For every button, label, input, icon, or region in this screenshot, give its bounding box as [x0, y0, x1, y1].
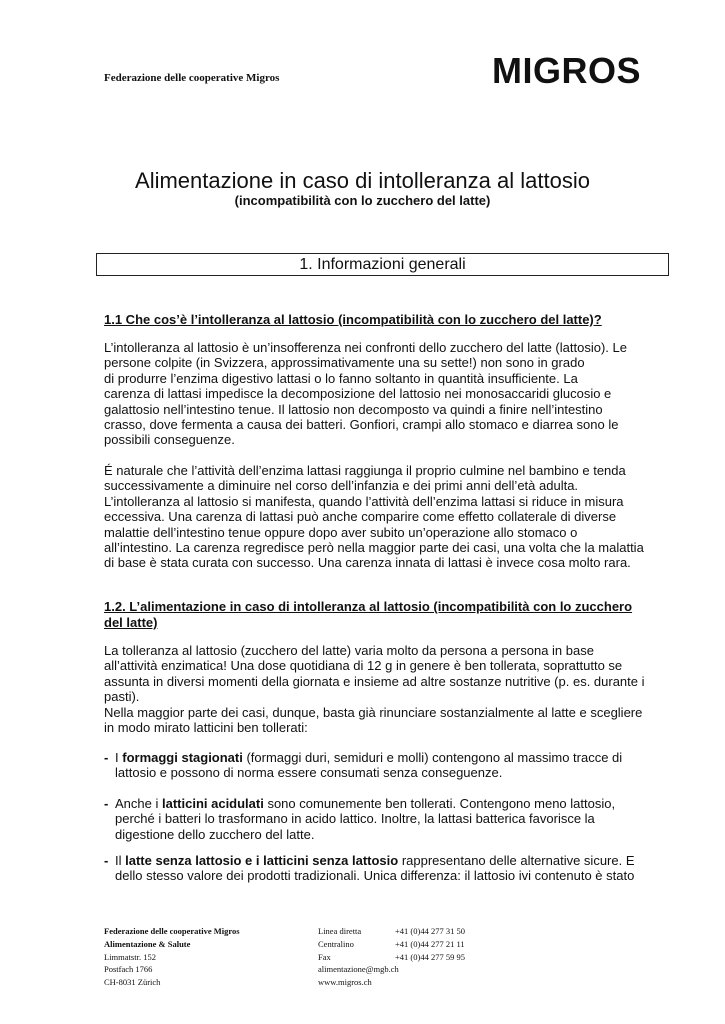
- footer-website: www.migros.ch: [318, 977, 372, 988]
- footer-contact-labels: Linea diretta Centralino Fax alimentazione@mgb.ch www.migros.ch: [318, 926, 399, 988]
- paragraph-1-1-a: L’intolleranza al lattosio è un’insofferenza nei confronti dello zucchero del latte (lattosio). Le persone colpite (in Svizzera, approssimativamente una su sette!) non sono in grado di produrre l’enzima digestivo lattasi o lo fanno soltanto in quantità insufficiente. La carenza di lattasi impedisce la decomposizione del lattosio nei monosaccaridi glucosio e galattosio nell’intestino tenue. Il lattosio non decomposto va quindi a finire nell’intestino crasso, dove fermenta a causa dei batteri. Gonfiori, crampi allo stomaco e diarrea sono le possibili conseguenze.: [104, 340, 627, 448]
- footer-phone-numbers: +41 (0)44 277 31 50 +41 (0)44 277 21 11 +41 (0)44 277 59 95: [395, 926, 465, 962]
- list-item: - Anche i latticini acidulati sono comunemente ben tollerati. Contengono meno lattosio, perché i batteri lo trasformano in acido lattico. Inoltre, la lattasi batterica favorisce la digestione dello zucchero del latte.: [104, 796, 616, 842]
- section-heading-box: 1. Informazioni generali: [96, 253, 669, 276]
- document-title: Alimentazione in caso di intolleranza al lattosio: [135, 168, 590, 193]
- list-item: - I formaggi stagionati (formaggi duri, semiduri e molli) contengono al massimo tracce di lattosio e possono di norma essere consumati senza conseguenze.: [104, 750, 623, 781]
- footer-email: alimentazione@mgb.ch: [318, 964, 399, 975]
- paragraph-1-2-a: La tolleranza al lattosio (zucchero del latte) varia molto da persona a persona in base all’attività enzimatica! Una dose quotidiana di 12 g in genere è ben tollerata, soprattutto se assunta in diversi momenti della giornata e insieme ad altre sostanze nutritive (p. es. durante i pasti). Nella maggior parte dei casi, dunque, basta già rinunciare sostanzialmente al latte e scegliere in modo mirato latticini ben tollerati:: [104, 643, 645, 736]
- list-item: - Il latte senza lattosio e i latticini senza lattosio rappresentano delle alternative sicure. E dello stesso valore dei prodotti tradizionali. Unica differenza: il lattosio ivi contenuto è stato: [104, 853, 635, 884]
- paragraph-1-1-b: É naturale che l’attività dell’enzima lattasi raggiunga il proprio culmine nel bambino e tenda successivamente a diminuire nel corso dell’infanzia e dei primi anni dell’età adulta. L’intolleranza al lattosio si manifesta, quando l’attività dell’enzima lattasi si riduce in misura eccessiva. Una carenza di lattasi può anche comparire come effetto collaterale di diverse malattie dell’intestino tenue oppure dopo aver subito un’operazione allo stomaco o all’intestino. La carenza regredisce però nella maggior parte dei casi, una volta che la malattia di base è stata curata con successo. Una carenza innata di lattasi è invece cosa molto rara.: [104, 463, 644, 571]
- header-organization: Federazione delle cooperative Migros: [104, 72, 280, 84]
- heading-1-1: 1.1 Che cos’è l’intolleranza al lattosio (incompatibilità con lo zucchero del latte)?: [104, 312, 602, 327]
- heading-1-2: 1.2. L’alimentazione in caso di intolleranza al lattosio (incompatibilità con lo zucchero del latte): [104, 599, 633, 630]
- footer-address: Federazione delle cooperative Migros Alimentazione & Salute Limmatstr. 152 Postfach 1766 CH-8031 Zürich: [104, 926, 240, 988]
- migros-logo: MIGROS: [492, 50, 642, 91]
- document-subtitle: (incompatibilità con lo zucchero del latte): [234, 193, 491, 208]
